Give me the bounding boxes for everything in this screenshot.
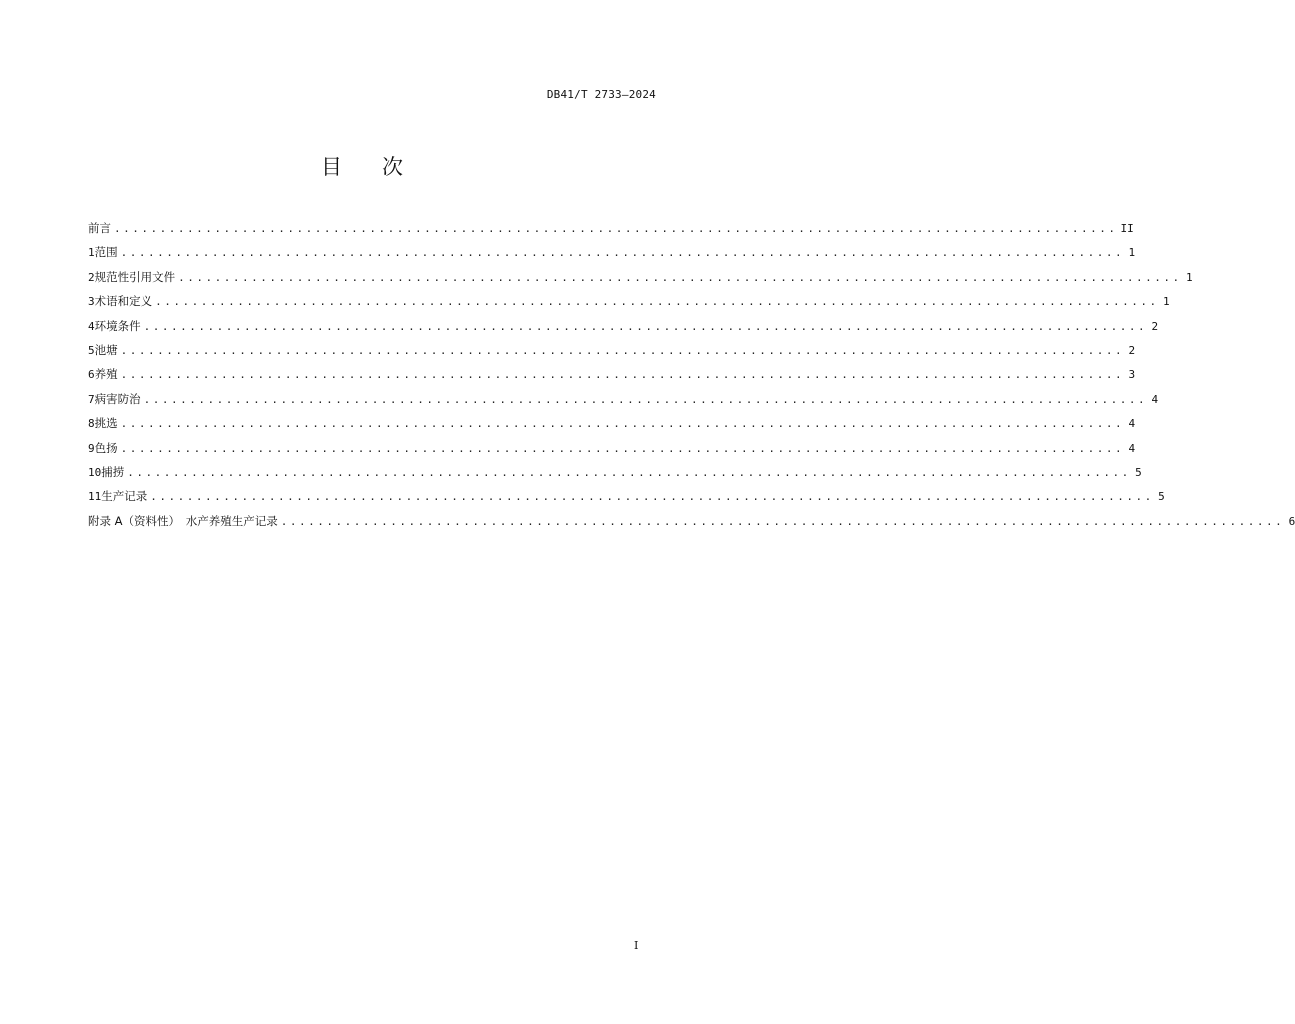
toc-entry-page: 3: [1128, 368, 1136, 382]
toc-entry-label: 附录 A（资料性） 水产养殖生产记录: [88, 513, 278, 528]
toc-entry-page: 2: [1151, 319, 1159, 333]
toc-entry-harvesting[interactable]: [88, 462, 1142, 486]
toc-entry-number: 4: [88, 319, 95, 333]
toc-entry-page: 1: [1185, 270, 1193, 284]
title-char-right: 次: [382, 155, 403, 179]
toc-entry-number: 3: [88, 295, 95, 309]
toc-entry-label: 池塘: [94, 342, 118, 357]
table-of-contents: [88, 218, 1295, 535]
toc-entry-page: 4: [1128, 441, 1136, 455]
toc-leader-dots: ..............................................................................................................: [155, 295, 1159, 309]
toc-leader-dots: ..............................................................................................................: [120, 246, 1125, 260]
toc-entry-label: 色扬: [94, 440, 118, 455]
toc-entry-number: 9: [88, 441, 95, 455]
toc-leader-dots: ..............................................................................................................: [143, 319, 1148, 333]
toc-entry-label: 术语和定义: [94, 294, 153, 309]
toc-entry-color-enhancement[interactable]: [88, 438, 1136, 462]
toc-entry-normative-references[interactable]: [88, 267, 1193, 291]
toc-entry-culture[interactable]: [88, 364, 1136, 388]
toc-entry-pond[interactable]: [88, 340, 1136, 364]
toc-leader-dots: ..............................................................................................................: [120, 441, 1125, 455]
toc-entry-page: 2: [1128, 343, 1136, 357]
toc-entry-label: 捕捞: [101, 464, 125, 479]
toc-entry-number: 1: [88, 246, 95, 260]
toc-leader-dots: ..............................................................................................................: [178, 270, 1182, 284]
toc-leader-dots: ..............................................................................................................: [280, 514, 1285, 528]
toc-entry-number: 5: [88, 343, 95, 357]
toc-entry-page: 4: [1128, 417, 1136, 431]
toc-leader-dots: ..............................................................................................................: [127, 465, 1131, 479]
toc-entry-environment[interactable]: [88, 316, 1159, 340]
toc-entry-appendix-a[interactable]: [88, 511, 1295, 535]
toc-entry-label: 前言: [88, 221, 111, 235]
toc-entry-page: 1: [1162, 295, 1170, 309]
toc-entry-label: 范围: [94, 245, 118, 260]
toc-leader-dots: ..............................................................................................................: [120, 417, 1125, 431]
toc-entry-label: 养殖: [94, 367, 118, 382]
toc-leader-dots: ..............................................................................................................: [150, 490, 1154, 504]
toc-entry-number: 8: [88, 417, 95, 431]
toc-entry-page: 4: [1151, 392, 1159, 406]
toc-leader-dots: ..............................................................................................................: [143, 392, 1148, 406]
page-title: [0, 151, 724, 181]
toc-entry-label: 规范性引用文件: [94, 269, 176, 284]
toc-entry-number: 11: [88, 490, 102, 504]
toc-entry-disease-control[interactable]: [88, 389, 1159, 413]
toc-leader-dots: ..............................................................................................................: [120, 368, 1125, 382]
toc-entry-number: 2: [88, 270, 95, 284]
document-code: DB41/T 2733—2024: [546, 88, 656, 101]
toc-entry-production-records[interactable]: [88, 486, 1165, 510]
toc-entry-number: 7: [88, 392, 95, 406]
toc-entry-page: 6: [1288, 514, 1295, 528]
title-char-left: 目: [321, 155, 342, 179]
page-number: I: [634, 939, 639, 952]
toc-entry-selection[interactable]: [88, 413, 1136, 437]
toc-entry-page: 5: [1158, 490, 1165, 504]
toc-entry-number: 10: [88, 465, 102, 479]
toc-leader-dots: ..............................................................................................................: [120, 343, 1125, 357]
toc-entry-foreword[interactable]: [88, 218, 1134, 242]
toc-entry-scope[interactable]: [88, 242, 1136, 266]
toc-entry-page: 5: [1135, 465, 1142, 479]
toc-entry-page: 1: [1128, 246, 1136, 260]
toc-entry-label: 生产记录: [101, 489, 148, 504]
toc-entry-label: 挑选: [94, 416, 118, 431]
toc-entry-label: 环境条件: [94, 318, 141, 333]
toc-entry-page: II: [1120, 222, 1134, 235]
toc-entry-label: 病害防治: [94, 391, 141, 406]
toc-entry-number: 6: [88, 368, 95, 382]
toc-entry-terms-definitions[interactable]: [88, 291, 1170, 315]
toc-leader-dots: ..............................................................................................................: [114, 222, 1118, 235]
